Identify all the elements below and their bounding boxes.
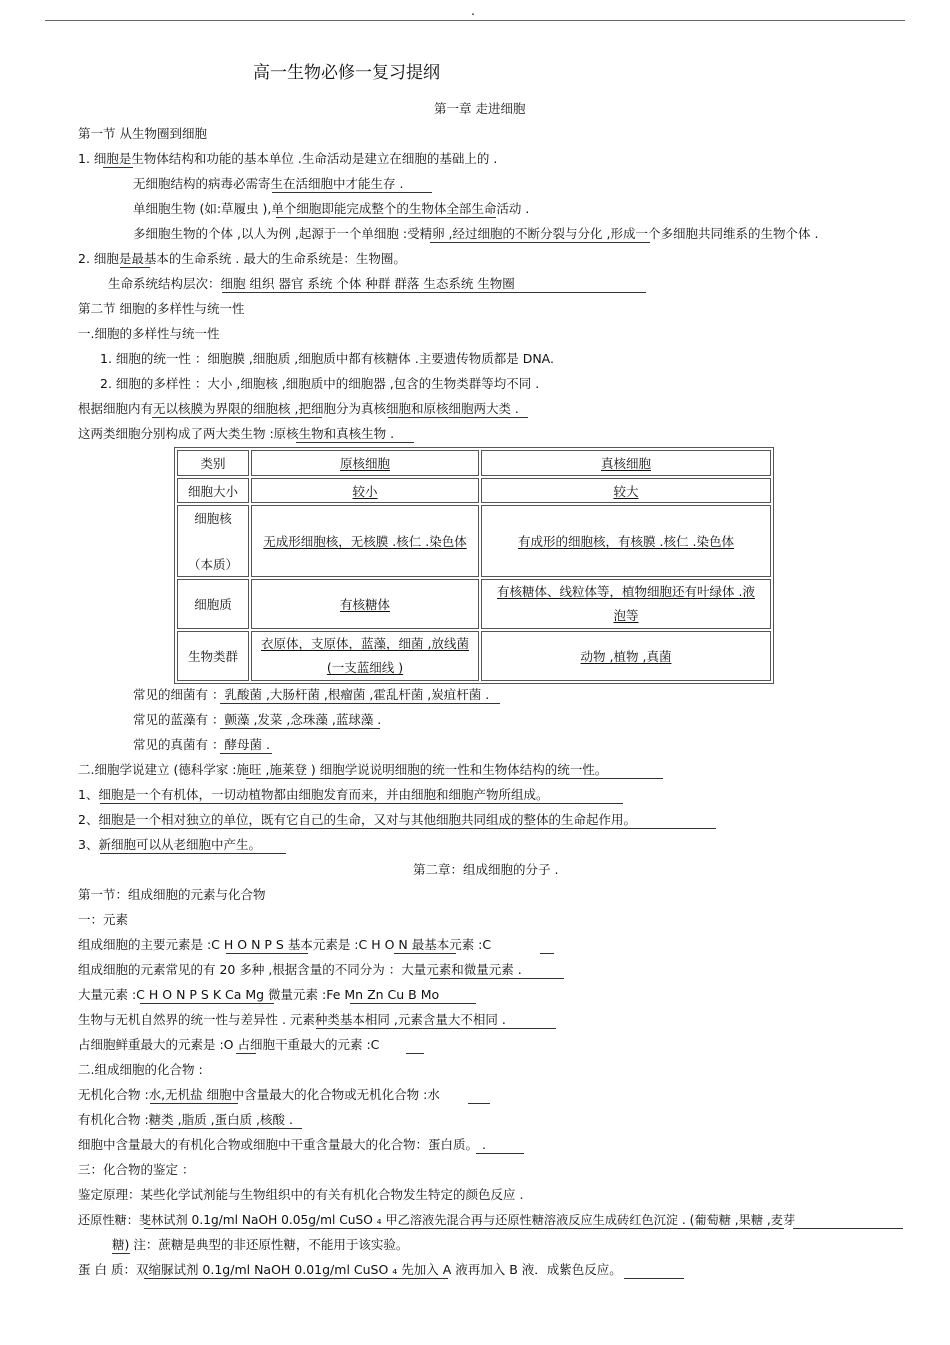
example-cyanobacteria: 常见的蓝藻有 ：颤藻 ,发菜 ,念珠藻 ,蓝球藻 . <box>133 712 382 727</box>
underline-mark <box>350 1003 476 1004</box>
section-1-2: 第二节 细胞的多样性与统一性 <box>78 301 245 316</box>
identification-principle: 鉴定原理：某些化学试剂能与生物组织中的有关有机化合物发生特定的颜色反应 . <box>78 1187 524 1202</box>
table-header: 真核细胞 <box>481 450 771 476</box>
cell-theory-2: 2、细胞是一个相对独立的单位，既有它自己的生命，又对与其他细胞共同组成的整体的生命起作用。 <box>78 812 636 827</box>
table-header: 原核细胞 <box>251 450 479 476</box>
item-unity: 1. 细胞的统一性 ：细胞膜 ,细胞质 ,细胞质中都有核糖体 .主要遗传物质都是 DNA. <box>100 351 554 366</box>
underline-mark <box>220 728 380 729</box>
underline-mark <box>100 828 716 829</box>
compounds-heading: 二.组成细胞的化合物 : <box>78 1062 203 1077</box>
underline-mark <box>140 1003 274 1004</box>
underline-mark <box>150 1103 238 1104</box>
cell-comparison-table <box>174 447 774 684</box>
underline-mark <box>222 292 646 293</box>
table-cell: 细胞核 （本质） <box>177 505 249 577</box>
top-rule <box>45 20 905 21</box>
identification-sugar: 还原性糖：斐林试剂 0.1g/ml NaOH 0.05g/ml CuSO ₄ 甲乙溶液先混合再与还原性糖溶液反应生成砖红色沉淀 . (葡萄糖 ,果糖 ,麦芽 <box>78 1213 796 1227</box>
table-cell: 较小 <box>251 478 479 503</box>
chapter-2-title: 第二章：组成细胞的分子 . <box>413 862 559 877</box>
underline-mark <box>236 1053 256 1054</box>
underline-mark <box>144 1278 448 1279</box>
underline-mark <box>226 953 308 954</box>
underline-mark <box>272 192 432 193</box>
point-1a: 无细胞结构的病毒必需寄生在活细胞中才能生存 . <box>133 176 404 191</box>
table-cell: 较大 <box>481 478 771 503</box>
underline-mark <box>430 242 650 243</box>
cell-theory-heading: 二.细胞学说建立 (德科学家 :施旺 ,施莱登 ) 细胞学说说明细胞的统一性和生物体结构的统一性。 <box>78 762 608 777</box>
table-cell: 生物类群 <box>177 631 249 681</box>
underline-mark <box>316 1028 556 1029</box>
underline-mark <box>296 442 414 443</box>
underline-mark <box>103 167 133 168</box>
table-cell: 有成形的细胞核，有核膜 .核仁 .染色体 <box>481 505 771 577</box>
section-1-1: 第一节 从生物圈到细胞 <box>78 126 207 141</box>
point-2a: 生命系统结构层次：细胞 组织 器官 系统 个体 种群 群落 生态系统 生物圈 <box>108 276 515 291</box>
underline-mark <box>468 1103 490 1104</box>
underline-mark <box>624 1278 684 1279</box>
underline-mark <box>100 803 623 804</box>
organism-classification: 这两类细胞分别构成了两大类生物 :原核生物和真核生物 . <box>78 426 395 441</box>
example-fungi: 常见的真菌有 ：酵母菌 . <box>133 737 270 752</box>
elements-heading: 一：元素 <box>78 912 129 927</box>
elements-2: 组成细胞的元素常见的有 20 多种 ,根据含量的不同分为 ：大量元素和微量元素 . <box>78 962 522 977</box>
section-2-1: 第一节：组成细胞的元素与化合物 <box>78 887 266 902</box>
underline-mark <box>394 953 456 954</box>
table-cell: 有核糖体、线粒体等，植物细胞还有叶绿体 .液 泡等 <box>481 579 771 629</box>
elements-4: 生物与无机自然界的统一性与差异性 . 元素种类基本相同 ,元素含量大不相同 . <box>78 1012 506 1027</box>
point-1: 1. 细胞是生物体结构和功能的基本单位 .生命活动是建立在细胞的基础上的 . <box>78 151 498 166</box>
underline-mark <box>388 417 528 418</box>
cell-theory-3: 3、新细胞可以从老细胞中产生。 <box>78 837 261 852</box>
elements-5: 占细胞鲜重最大的元素是 :O 占细胞干重最大的元素 :C <box>78 1037 380 1052</box>
page-title: 高一生物必修一复习提纲 <box>253 63 440 83</box>
underline-mark <box>430 978 564 979</box>
identification-protein: 蛋 白 质：双缩脲试剂 0.1g/ml NaOH 0.01g/ml CuSO ₄ 先加入 A 液再加入 B 液．成紫色反应。 <box>78 1262 622 1277</box>
underline-mark <box>220 703 500 704</box>
identification-heading: 三：化合物的鉴定 ： <box>78 1162 195 1177</box>
table-header: 类别 <box>177 450 249 476</box>
point-1b: 单细胞生物 (如:草履虫 ),单个细胞即能完成整个的生物体全部生命活动 . <box>133 201 530 216</box>
underline-mark <box>120 267 150 268</box>
underline-mark <box>112 1253 130 1254</box>
table-cell: 细胞大小 <box>177 478 249 503</box>
item-diversity: 2. 细胞的多样性 ：大小 ,细胞核 ,细胞质中的细胞器 ,包含的生物类群等均不同 . <box>100 376 540 391</box>
point-1c: 多细胞生物的个体 ,以人为例 ,起源于一个单细胞 :受精卵 ,经过细胞的不断分裂与分化 ,形成一个多细胞共同维系的生物个体 . <box>133 226 819 241</box>
underline-mark <box>540 953 554 954</box>
table-cell: 衣原体，支原体，蓝藻，细菌 ,放线菌 (一支蓝细线 ) <box>251 631 479 681</box>
underline-mark <box>150 1128 302 1129</box>
subsection-1: 一.细胞的多样性与统一性 <box>78 326 220 341</box>
underline-mark <box>100 853 286 854</box>
elements-1: 组成细胞的主要元素是 :C H O N P S 基本元素是 :C H O N 最基本元素 :C <box>78 937 492 952</box>
cell-theory-1: 1、细胞是一个有机体，一切动植物都由细胞发育而来，并由细胞和细胞产物所组成。 <box>78 787 549 802</box>
table-cell: 动物 ,植物 ,真菌 <box>481 631 771 681</box>
underline-mark <box>144 1228 784 1229</box>
underline-mark <box>220 753 272 754</box>
underline-mark <box>152 417 322 418</box>
compounds-2: 有机化合物 :糖类 ,脂质 ,蛋白质 ,核酸 . <box>78 1112 293 1127</box>
elements-3: 大量元素 :C H O N P S K Ca Mg 微量元素 :Fe Mn Zn Cu B Mo <box>78 987 440 1002</box>
chapter-1-title: 第一章 走进细胞 <box>434 101 526 116</box>
table-cell: 无成形细胞核，无核膜 .核仁 .染色体 <box>251 505 479 577</box>
point-2: 2. 细胞是最基本的生命系统 . 最大的生命系统是：生物圈。 <box>78 251 406 266</box>
header-dot: . <box>471 3 475 18</box>
underline-mark <box>406 1053 424 1054</box>
compounds-1: 无机化合物 :水,无机盐 细胞中含量最大的化合物或无机化合物 :水 <box>78 1087 440 1102</box>
table-cell: 有核糖体 <box>251 579 479 629</box>
compounds-3: 细胞中含量最大的有机化合物或细胞中干重含量最大的化合物：蛋白质。 . <box>78 1137 486 1152</box>
identification-sugar-note: 糖) 注：蔗糖是典型的非还原性糖，不能用于该实验。 <box>112 1237 409 1252</box>
example-bacteria: 常见的细菌有 ：乳酸菌 ,大肠杆菌 ,根瘤菌 ,霍乱杆菌 ,炭疽杆菌 . <box>133 687 490 702</box>
underline-mark <box>793 1228 903 1229</box>
underline-mark <box>476 1153 524 1154</box>
underline-mark <box>246 778 663 779</box>
underline-mark <box>276 217 496 218</box>
cell-classification: 根据细胞内有无以核膜为界限的细胞核 ,把细胞分为真核细胞和原核细胞两大类 . <box>78 401 519 416</box>
table-cell: 细胞质 <box>177 579 249 629</box>
